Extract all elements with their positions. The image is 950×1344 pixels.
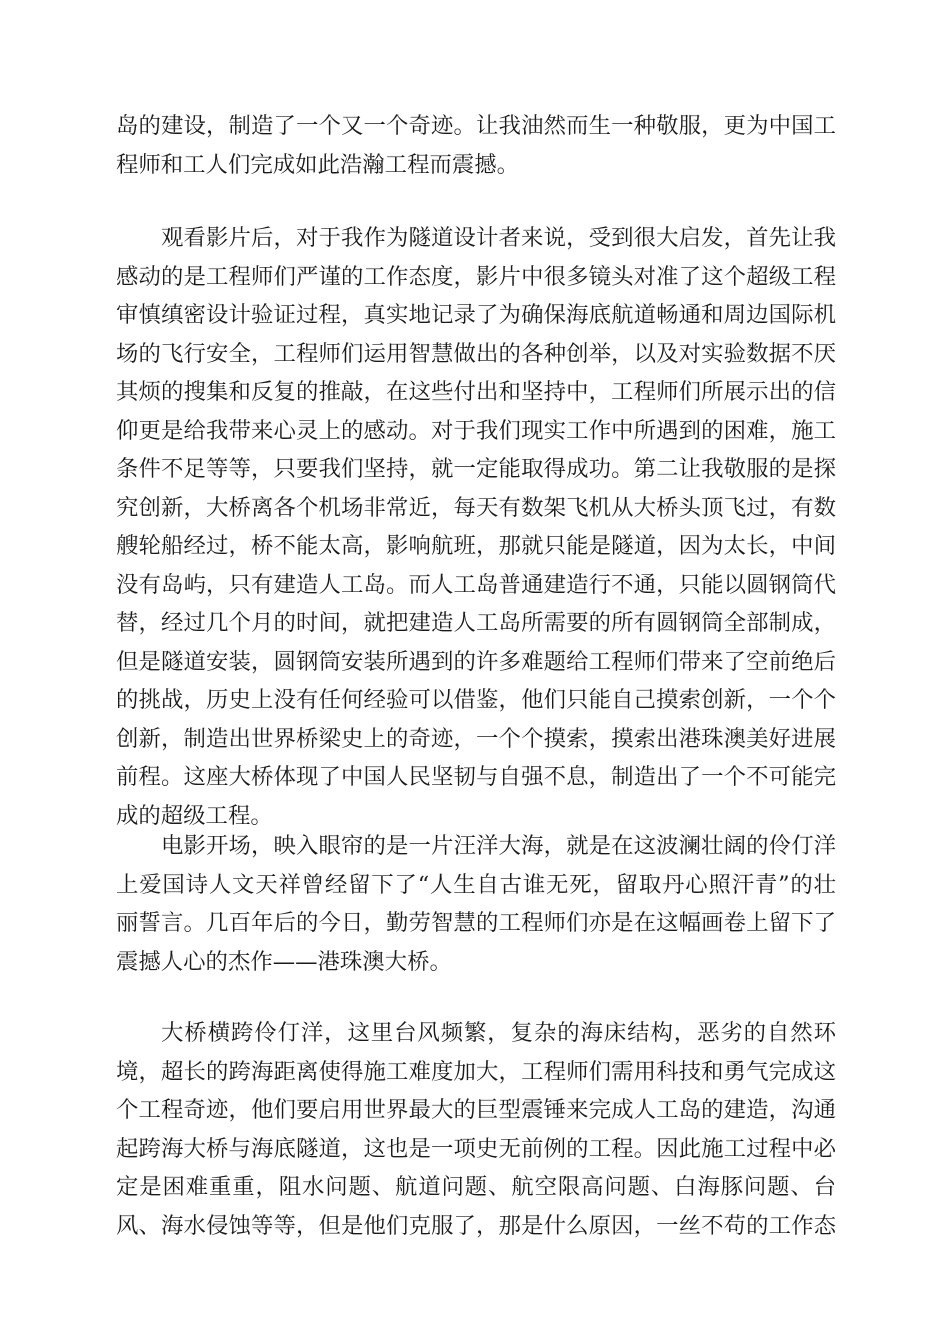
text-line: 条件不足等等，只要我们坚持，就一定能取得成功。第二让我敬服的是探 (116, 456, 836, 482)
text-line: 定是困难重重，阻水问题、航道问题、航空限高问题、白海豚问题、台 (116, 1174, 836, 1200)
text-line: 程师和工人们完成如此浩瀚工程而震撼。 (116, 151, 520, 178)
paragraph-3 (116, 827, 836, 981)
text-line: 风、海水侵蚀等等，但是他们克服了，那是什么原因，一丝不苟的工作态 (116, 1212, 836, 1239)
text-line: 个工程奇迹，他们要启用世界最大的巨型震锤来完成人工岛的建造，沟通 (116, 1097, 836, 1123)
text-line: 究创新，大桥离各个机场非常近，每天有数架飞机从大桥头顶飞过，有数 (116, 494, 836, 521)
text-line: 震撼人心的杰作——港珠澳大桥。 (116, 948, 452, 975)
text-line: 仰更是给我带来心灵上的感动。对于我们现实工作中所遇到的困难，施工 (116, 417, 836, 444)
text-line: 艘轮船经过，桥不能太高，影响航班，那就只能是隧道，因为太长，中间 (116, 533, 836, 559)
text-line: 前程。这座大桥体现了中国人民坚韧与自强不息，制造出了一个不可能完 (116, 764, 836, 790)
text-line: 没有岛屿，只有建造人工岛。而人工岛普通建造行不通，只能以圆钢筒代 (116, 571, 836, 598)
paragraph-2 (116, 219, 836, 835)
paragraph-1 (116, 107, 836, 184)
text-line: 创新，制造出世界桥梁史上的奇迹，一个个摸索，摸索出港珠澳美好进展 (116, 725, 836, 752)
text-line: 起跨海大桥与海底隧道，这也是一项史无前例的工程。因此施工过程中必 (116, 1135, 836, 1162)
text-line: 审慎缜密设计验证过程，真实地记录了为确保海底航道畅通和周边国际机 (116, 302, 836, 328)
text-line: 其烦的搜集和反复的推敲，在这些付出和坚持中，工程师们所展示出的信 (116, 379, 836, 405)
text-line: 替，经过几个月的时间，就把建造人工岛所需要的所有圆钢筒全部制成， (116, 610, 836, 636)
text-line: 大桥横跨伶仃洋，这里台风频繁，复杂的海床结构，恶劣的自然环 (161, 1020, 836, 1046)
text-line: 的挑战，历史上没有任何经验可以借鉴，他们只能自己摸索创新，一个个 (116, 687, 836, 713)
text-line: 上爱国诗人文天祥曾经留下了“人生自古谁无死，留取丹心照汗青”的壮 (116, 871, 836, 898)
text-line: 岛的建设，制造了一个又一个奇迹。让我油然而生一种敬服，更为中国工 (116, 113, 836, 139)
text-line: 丽誓言。几百年后的今日，勤劳智慧的工程师们亦是在这幅画卷上留下了 (116, 910, 836, 936)
text-line: 成的超级工程。 (116, 802, 273, 829)
text-line: 但是隧道安装，圆钢筒安装所遇到的许多难题给工程师们带来了空前绝后 (116, 648, 836, 675)
text-line: 场的飞行安全，工程师们运用智慧做出的各种创举，以及对实验数据不厌 (116, 340, 836, 367)
paragraph-4 (116, 1014, 836, 1245)
text-line: 观看影片后，对于我作为隧道设计者来说，受到很大启发，首先让我 (161, 225, 836, 251)
text-line: 电影开场，映入眼帘的是一片汪洋大海，就是在这波澜壮阔的伶仃洋 (161, 833, 836, 859)
text-line: 感动的是工程师们严谨的工作态度，影片中很多镜头对准了这个超级工程 (116, 263, 836, 290)
text-line: 境，超长的跨海距离使得施工难度加大，工程师们需用科技和勇气完成这 (116, 1058, 836, 1085)
